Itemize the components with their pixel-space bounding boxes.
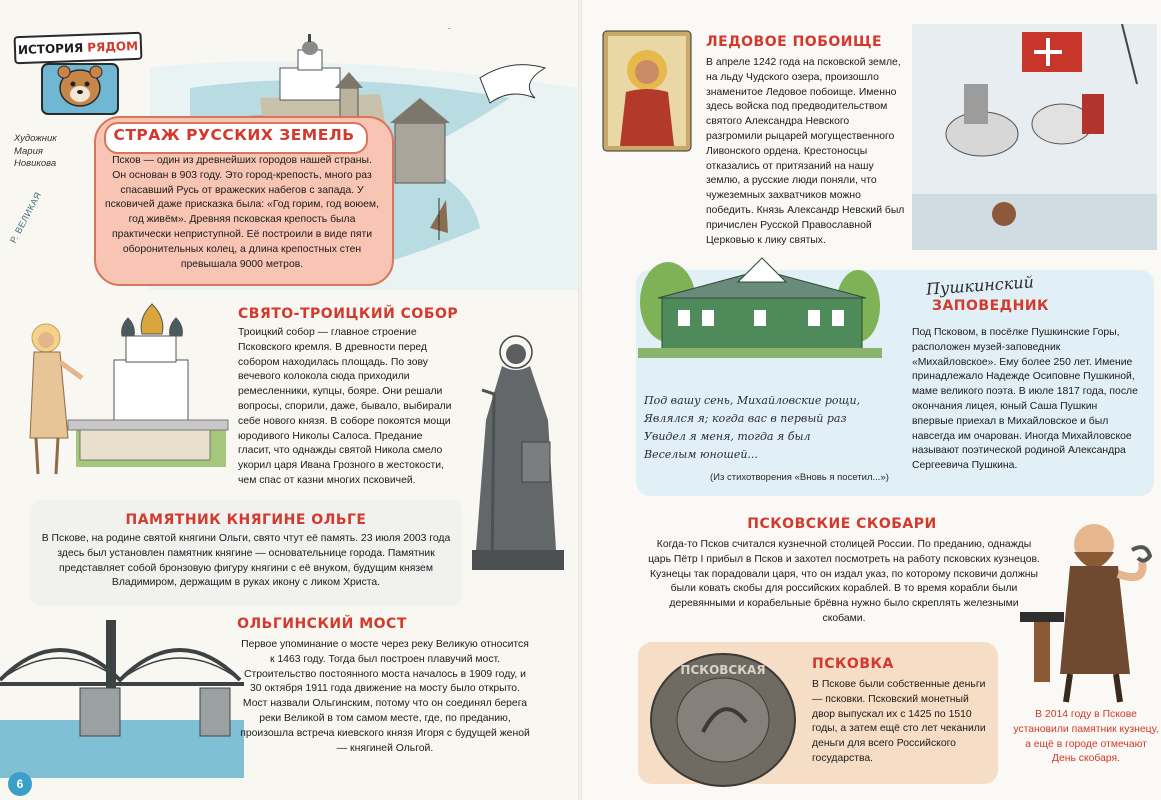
artist-line2: Мария <box>14 145 43 157</box>
pushkin-text: Под Псковом, в посёлке Пушкинские Горы, расположен музей-заповедник «Михайловское». Ему более 250 лет. Имение принадлежало Надежде Осиповне Пушкиной, маме великого поэта. В июле 1817 года, после окончания лицея, юный Саша Пушкин впервые приехал в Михайловское и был навсегда им очарован. Иногда Михайловское называют поэтической родиной Александра Сергеевича Пушкина. <box>912 327 1138 472</box>
artist-line1: Художник <box>14 133 57 144</box>
rubric-part1: ИСТОРИЯ <box>17 40 84 58</box>
blacksmith-note: В 2014 году в Пскове установили памятник кузнецу, а ещё в городе отмечают День скобаря. <box>1013 709 1159 765</box>
ice-battle-title: ЛЕДОВОЕ ПОБОИЩЕ <box>706 34 883 50</box>
saint-nicholas-illustration <box>20 318 86 476</box>
cathedral-text: Троицкий собор — главное строение Псковского кремля. В древности перед собором находилась площадь. По зову вечевого колокола сюда приходили ремесленники, купцы, бояре. Они решали вопросы, спорили, даже, бывало, выбирали себе нового князя. В соборе покоятся мощи юродивого Николы Салоса. Предание гласит, что однажды святой Никола смело укорил царя Ивана Грозного в жестокости, чем спас от казни многих псковичей. <box>238 327 452 486</box>
pushkin-caption: (Из стихотворения «Вновь я посетил...») <box>710 472 889 483</box>
olginsky-bridge-illustration <box>0 600 244 778</box>
pushkin-title-script: Пушкинский <box>925 272 1035 299</box>
trinity-cathedral-illustration <box>66 302 234 474</box>
pushkin-handwriting <box>644 392 904 464</box>
ice-battle-text: В апреле 1242 года на псковской земле, на льду Чудского озера, произошло знаменитое Ледовое побоище. Именно здесь войска под предводительством святого Александра Невского разгромили рыцарей могущественного Ливонского ордена. Крестоносцы отказались от притязаний на нашу землю, а русские люди поняли, что чужеземных захватчиков можно победить. Князь Александр Невский был причислен Русской Православной Церковью к лику святых. <box>706 57 905 246</box>
skobari-text: Когда-то Псков считался кузнечной столицей России. По преданию, однажды царь Пётр I прибыл в Псков и захотел посмотреть на работу псковских кузнецов. Кузнецы так порадовали царя, что он издал указ, по которому псковичи должны были ковать скобы для российских кораблей. В то время корабли были деревянными и корабельные брёвна нужно было скреплять железными скобами. <box>648 539 1040 624</box>
coin-inscription: ПСКОВСКАЯ <box>680 663 766 677</box>
left-page <box>0 0 578 800</box>
handwriting-line: Увидел я меня, тогда я был <box>644 430 811 443</box>
pskovka-title: ПСКОВКА <box>812 656 894 672</box>
pskovka-coin-illustration <box>648 652 798 788</box>
artist-credit <box>14 133 57 171</box>
rubric-part2: РЯДОМ <box>86 38 139 55</box>
mascot-fox-icon <box>32 56 128 116</box>
olga-bridge-title: ОЛЬГИНСКИЙ МОСТ <box>237 616 407 632</box>
guardian-text: Псков — один из древнейших городов нашей страны. Он основан в 903 году. Это город-крепость, много раз спасавший Русь от вражеских набегов с запада. У псковичей даже присказка была: «Год горим, год воюем, год живём». Древняя псковская крепость была практически неприступной. Её построили в виде пяти оборонительных колец, а длина крепостных стен превышала 9000 метров. <box>105 155 379 270</box>
alexander-nevsky-icon-illustration <box>602 30 692 152</box>
right-page <box>582 0 1161 800</box>
pushkin-title: ЗАПОВЕДНИК <box>932 298 1049 314</box>
river-label: Р. ВЕЛИКАЯ <box>8 190 44 245</box>
olga-monument-title: ПАМЯТНИК КНЯГИНЕ ОЛЬГЕ <box>125 512 367 528</box>
cathedral-title: СВЯТО-ТРОИЦКИЙ СОБОР <box>238 306 459 322</box>
olga-monument-statue-illustration <box>452 330 576 576</box>
handwriting-line: Являлся я; когда вас в первый раз <box>644 412 847 425</box>
olga-bridge-text: Первое упоминание о мосте через реку Великую относится к 1463 году. Тогда был построен плавучий мост. Строительство постоянного моста началось в 1909 году, и 30 октября 1911 года движение на мосту было открыто. Мост назвали Ольгинским, потому что он соединял берега реки Великой в том самом месте, где, по преданию, произошла встреча киевского князя Игоря с будущей женой — княгиней Ольгой. <box>240 639 530 754</box>
pskovka-text: В Пскове были собственные деньги — псковки. Псковский монетный двор выпускал их с 1425 по 1510 годы, а затем ещё сто лет чеканили деньги для всего Российского государства. <box>812 679 986 764</box>
artist-line3: Новикова <box>14 158 57 169</box>
blacksmith-illustration <box>1020 504 1158 704</box>
rubric-badge <box>14 34 142 114</box>
page-number: 6 <box>8 772 32 796</box>
handwriting-line: Веселым юношей... <box>644 448 758 461</box>
olga-monument-text: В Пскове, на родине святой княгини Ольги, свято чтут её память. 23 июля 2003 года здесь был установлен памятник княгине — основательнице города. Памятник представляет собой бронзовую фигуру княгини с её внуком, будущим князем Владимиром, держащим в руках икону с ликом Христа. <box>41 533 451 589</box>
ice-battle-illustration <box>912 24 1157 250</box>
guardian-title: СТРАЖ РУССКИХ ЗЕМЕЛЬ <box>113 126 355 144</box>
mikhailovskoye-manor-illustration <box>638 246 882 358</box>
handwriting-line: Под вашу сень, Михайловские рощи, <box>644 394 861 407</box>
skobari-title: ПСКОВСКИЕ СКОБАРИ <box>747 516 937 532</box>
